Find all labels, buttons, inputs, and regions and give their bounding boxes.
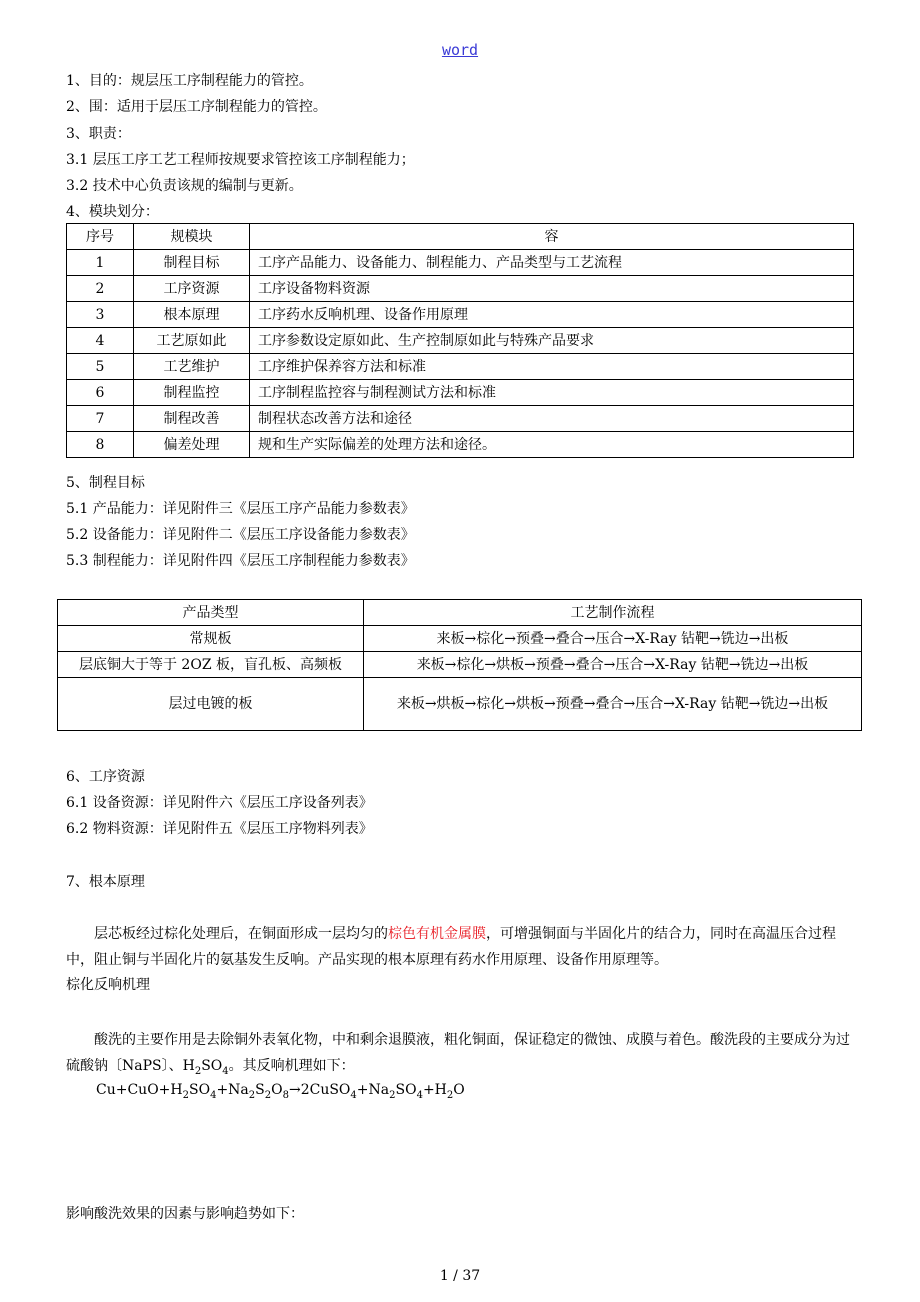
section-5-2: 5.2 设备能力：详见附件二《层压工序设备能力参数表》 — [66, 527, 415, 543]
acid-wash-text: 。其反响机理如下： — [228, 1058, 355, 1074]
section-2-scope: 2、围：适用于层压工序制程能力的管控。 — [66, 99, 327, 115]
section-6-resources: 6、工序资源 — [66, 769, 145, 785]
formula-sub: 2 — [264, 1089, 272, 1101]
subscript: 4 — [222, 1065, 229, 1077]
cell-no: 6 — [67, 380, 134, 406]
cell-process-flow: 来板→棕化→预叠→叠合→压合→X-Ray 钻靶→铣边→出板 — [364, 626, 862, 652]
cell-product-type: 层底铜大于等于 2OZ 板，盲孔板、高频板 — [58, 652, 364, 678]
section-5-targets: 5、制程目标 — [66, 475, 145, 491]
formula-part: SO — [395, 1082, 417, 1098]
header-cell: 工艺制作流程 — [364, 600, 862, 626]
cell-process-flow: 来板→烘板→棕化→烘板→预叠→叠合→压合→X-Ray 钻靶→铣边→出板 — [364, 678, 862, 731]
section-6-1: 6.1 设备资源：详见附件六《层压工序设备列表》 — [66, 795, 373, 811]
formula-sub: 2 — [389, 1089, 396, 1101]
module-table — [66, 223, 854, 458]
section-3-responsibility: 3、职责： — [66, 126, 131, 142]
formula-sub: 8 — [282, 1089, 289, 1101]
cell-product-type: 层过电镀的板 — [58, 678, 364, 731]
section-5-3: 5.3 制程能力：详见附件四《层压工序制程能力参数表》 — [66, 553, 415, 569]
subscript: 2 — [194, 1065, 202, 1077]
table-row — [67, 432, 854, 458]
cell-content: 制程状态改善方法和途径 — [250, 406, 854, 432]
formula-sub: 2 — [182, 1089, 189, 1101]
header-cell: 序号 — [67, 224, 134, 250]
reaction-formula — [96, 1082, 465, 1101]
section-1-purpose: 1、目的：规层压工序制程能力的管控。 — [66, 73, 313, 89]
section-4-modules: 4、模块划分： — [66, 204, 159, 220]
table-row — [58, 678, 862, 731]
formula-sub: 2 — [446, 1089, 454, 1101]
cell-module: 偏差处理 — [134, 432, 250, 458]
section-7-principle: 7、根本原理 — [66, 874, 145, 890]
cell-module: 工艺原如此 — [134, 328, 250, 354]
cell-process-flow: 来板→棕化→烘板→预叠→叠合→压合→X-Ray 钻靶→铣边→出板 — [364, 652, 862, 678]
acid-wash-text: SO — [201, 1058, 223, 1074]
table-row — [58, 626, 862, 652]
acid-wash-text: 酸洗的主要作用是去除铜外表氧化物，中和剩余退膜液，粗化铜面，保证稳定的微蚀、成膜与着色。酸洗段的主要成分为过硫酸钠〔NaPS〕、H — [66, 1032, 850, 1074]
influence-factors-line: 影响酸洗效果的因素与影响趋势如下： — [66, 1206, 304, 1222]
table-row — [67, 302, 854, 328]
header-word-link[interactable]: word — [441, 41, 479, 59]
cell-product-type: 常规板 — [58, 626, 364, 652]
principle-text-before: 层芯板经过棕化处理后，在铜面形成一层均匀的 — [94, 926, 388, 942]
section-6-2: 6.2 物料资源：详见附件五《层压工序物料列表》 — [66, 821, 373, 837]
cell-content: 规和生产实际偏差的处理方法和途径。 — [250, 432, 854, 458]
highlight-red-text: 棕色有机金属膜 — [388, 926, 486, 942]
process-flow-table — [57, 599, 862, 731]
table-row — [67, 328, 854, 354]
cell-content: 工序产品能力、设备能力、制程能力、产品类型与工艺流程 — [250, 250, 854, 276]
cell-module: 制程目标 — [134, 250, 250, 276]
browning-mechanism-title: 棕化反响机理 — [66, 977, 150, 993]
cell-module: 制程监控 — [134, 380, 250, 406]
cell-no: 3 — [67, 302, 134, 328]
table-row — [67, 406, 854, 432]
cell-module: 工序资源 — [134, 276, 250, 302]
header-cell: 容 — [250, 224, 854, 250]
formula-part: +H — [422, 1082, 447, 1098]
formula-sub: 4 — [416, 1089, 423, 1101]
formula-sub: 4 — [350, 1089, 357, 1101]
cell-content: 工序设备物料资源 — [250, 276, 854, 302]
cell-content: 工序参数设定原如此、生产控制原如此与特殊产品要求 — [250, 328, 854, 354]
principle-text-after: ，可增强铜面与半固化片的结合力，同时在高温压合过程中，阻止铜与半固化片的氨基发生反响。产品实现的根本原理有药水作用原理、设备作用原理等。 — [66, 926, 836, 968]
principle-paragraph — [66, 921, 856, 973]
cell-module: 工艺维护 — [134, 354, 250, 380]
module-table-header — [67, 224, 854, 250]
formula-part: S — [255, 1082, 265, 1098]
cell-content: 工序维护保养容方法和标准 — [250, 354, 854, 380]
formula-part: →2CuSO — [288, 1082, 351, 1098]
formula-part: SO — [188, 1082, 211, 1098]
cell-content: 工序制程监控容与制程测试方法和标准 — [250, 380, 854, 406]
formula-part: +Na — [216, 1082, 249, 1098]
formula-sub: 2 — [248, 1089, 256, 1101]
table-row — [67, 380, 854, 406]
header-cell: 产品类型 — [58, 600, 364, 626]
cell-no: 1 — [67, 250, 134, 276]
section-5-1: 5.1 产品能力：详见附件三《层压工序产品能力参数表》 — [66, 501, 415, 517]
cell-no: 4 — [67, 328, 134, 354]
table-row — [58, 652, 862, 678]
cell-module: 制程改善 — [134, 406, 250, 432]
section-3-1: 3.1 层压工序工艺工程师按规要求管控该工序制程能力； — [66, 152, 415, 168]
cell-module: 根本原理 — [134, 302, 250, 328]
cell-no: 2 — [67, 276, 134, 302]
cell-content: 工序药水反响机理、设备作用原理 — [250, 302, 854, 328]
acid-wash-paragraph — [66, 1027, 856, 1085]
flow-table-header — [58, 600, 862, 626]
formula-part: O — [453, 1082, 465, 1098]
table-row — [67, 354, 854, 380]
table-row — [67, 276, 854, 302]
cell-no: 7 — [67, 406, 134, 432]
header-cell: 规模块 — [134, 224, 250, 250]
cell-no: 5 — [67, 354, 134, 380]
formula-part: +Na — [356, 1082, 390, 1098]
cell-no: 8 — [67, 432, 134, 458]
table-row — [67, 250, 854, 276]
section-3-2: 3.2 技术中心负责该规的编制与更新。 — [66, 178, 303, 194]
formula-part: Cu+CuO+H — [96, 1082, 183, 1098]
formula-sub: 4 — [210, 1089, 217, 1101]
formula-part: O — [271, 1082, 283, 1098]
page-number: 1 / 37 — [439, 1268, 481, 1284]
